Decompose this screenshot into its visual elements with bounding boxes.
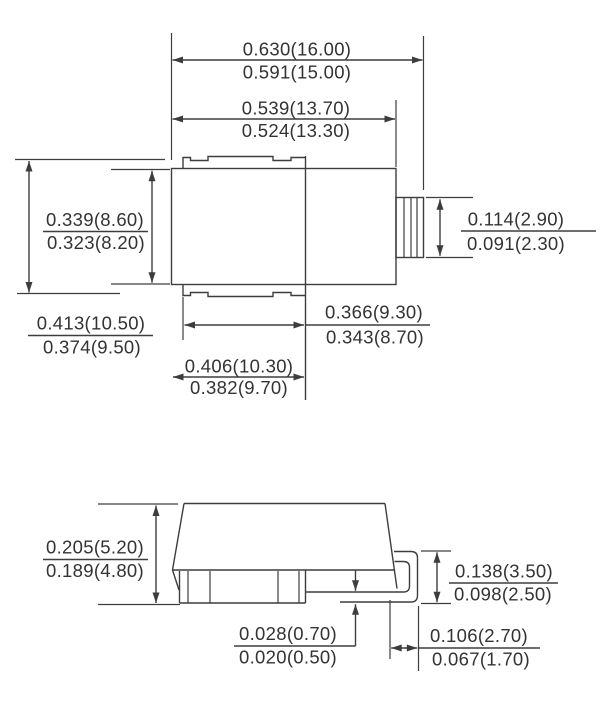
top-flange [183,157,306,169]
dim-overall-width-min: 0.374(9.50) [43,336,141,358]
dim-terminal-width [440,199,596,256]
dim-tab-length-min: 0.343(8.70) [326,326,424,348]
dim-body-width-max: 0.339(8.60) [46,209,144,230]
side-view [43,504,558,672]
top-view-terminal [396,198,424,258]
dim-lead-length-min: 0.067(1.70) [432,648,530,670]
dim-terminal-height [437,552,558,604]
dim-height-min: 0.189(4.80) [46,560,144,581]
dim-overall-width-max: 0.413(10.50) [36,312,146,334]
dim-overall-length-max: 0.630(16.00) [242,38,352,60]
dim-terminal-height-min: 0.098(2.50) [454,583,552,605]
bottom-flange [183,285,306,297]
dim-overall-length-min: 0.591(15.00) [242,61,352,83]
dim-body-width [43,171,152,283]
side-view-right-lead [306,552,418,603]
dim-body-length [173,98,396,142]
dim-flange-length [173,356,304,399]
dim-flange-length-max: 0.406(10.30) [184,355,294,377]
dim-standoff-max: 0.028(0.70) [239,623,337,644]
side-view-bottom-strip [180,570,306,603]
dim-height-max: 0.205(5.20) [46,536,144,558]
dim-height [43,506,156,604]
dim-body-length-max: 0.539(13.70) [241,97,351,119]
dim-terminal-width-min: 0.091(2.30) [467,233,565,254]
dim-body-width-min: 0.323(8.20) [47,232,145,253]
dim-flange-length-min: 0.382(9.70) [190,377,288,398]
dim-tab-length [185,302,431,348]
dim-body-length-min: 0.524(13.30) [241,120,351,141]
dim-standoff [234,570,356,668]
dim-overall-length [173,39,423,83]
dim-overall-width [28,161,153,358]
side-view-body-outline [173,504,398,591]
left-bevel [173,570,180,590]
dim-terminal-height-max: 0.138(3.50) [455,560,553,582]
dim-lead-length [391,625,540,670]
dim-terminal-width-max: 0.114(2.90) [467,208,565,230]
top-view [15,33,596,400]
dim-lead-length-max: 0.106(2.70) [430,625,528,646]
dim-tab-length-max: 0.366(9.30) [325,301,423,323]
dim-standoff-min: 0.020(0.50) [239,646,337,668]
